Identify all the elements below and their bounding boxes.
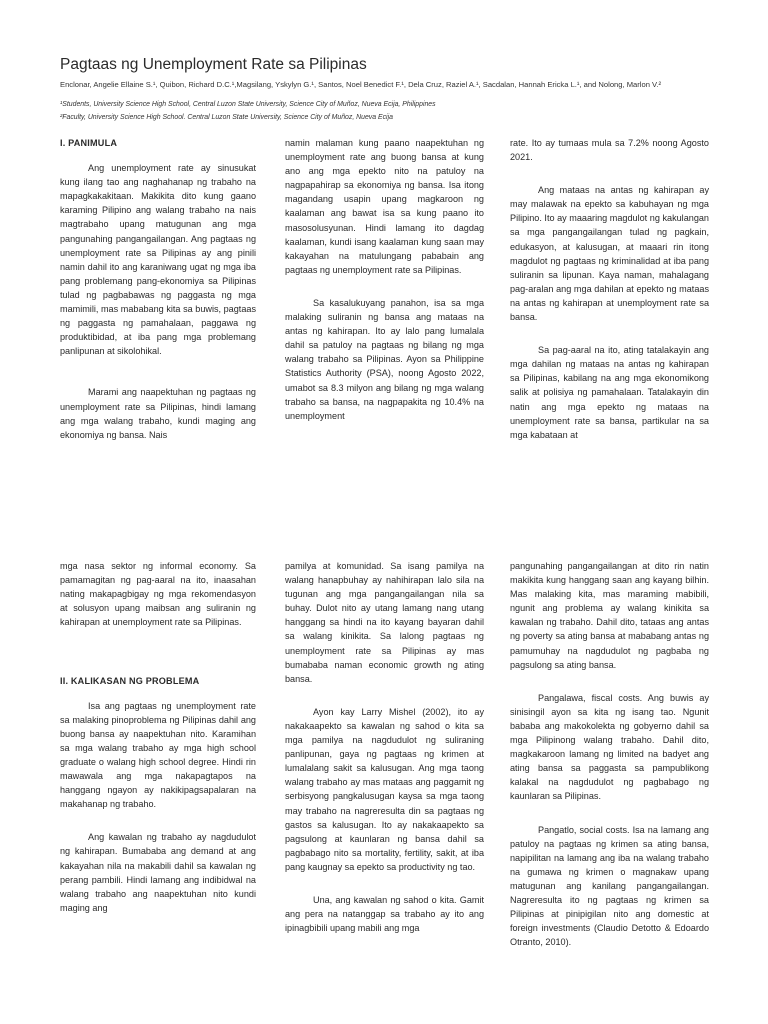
paragraph: namin malaman kung paano naapektuhan ng unemployment rate ang buong bansa at kung ano ang mga epekto nito na patuloy na nagpapahirap sa ekonomiya ng bansa. Isa itong magandang usapin upang magkaroon ng kaalaman ang bawat isa sa kung paano ito masosolusyunan. Hindi lamang ito dagdag kaalaman, kundi isang kaalaman kung saan may kakayahan na matulungang pababain ang pagtaas ng unemployment rate sa Pilipinas. bbox=[285, 138, 484, 275]
paragraph: Pangalawa, fiscal costs. Ang buwis ay sinisingil ayon sa kita ng isang tao. Ngunit bababa ang makokolekta ng gobyerno dahil sa mga Pilipinong walang trabaho. Dahil dito, magkakaroon lamang ng limited na badyet ang ating bansa sa paggasta sa pampublikong kalakal na nagdudulot ng pagbabago ng kaunlaran sa Pilipinas. bbox=[510, 692, 709, 802]
paragraph: rate. Ito ay tumaas mula sa 7.2% noong Agosto 2021. bbox=[510, 138, 709, 163]
bottom-column-2 bbox=[285, 559, 484, 954]
paragraph: Isa ang pagtaas ng unemployment rate sa malaking pinoproblema ng Pilipinas dahil ang buong bansa ay naapektuhan nito. Karamihan sa mga walang trabaho ay mga high school graduate o walang high school degree. Hindi rin mawawala ang mga nakapagtapos na hanggang ngayon ay nakikipagsapalaran na makahanap ng trabaho. bbox=[60, 700, 256, 810]
paragraph: Ang kawalan ng trabaho ay nagdudulot ng kahirapan. Bumababa ang demand at ang kakayahan nila na makabili dahil sa kawalan ng perang pambili. Hindi lamang ang indibidwal na walang trabaho ang naapektuhan nito kundi maging ang bbox=[60, 832, 256, 913]
author-list: Enclonar, Angelie Ellaine S.¹, Quibon, Richard D.C.¹,Magsilang, Yskylyn G.¹, Santos, Noel Benedict F.¹, Dela Cruz, Raziel A.¹, Sacdalan, Hannah Ericka L.¹, and Nolong, Marlon V.² bbox=[60, 80, 662, 89]
paper-title: Pagtaas ng Unemployment Rate sa Pilipinas bbox=[60, 56, 367, 73]
section-heading-kalikasan: II. KALIKASAN NG PROBLEMA bbox=[60, 676, 200, 687]
top-column-2 bbox=[285, 136, 484, 442]
affiliation-students: ¹Students, University Science High School, Central Luzon State University, Science City of Muñoz, Nueva Ecija, Philippines bbox=[60, 101, 436, 108]
paragraph: Marami ang naapektuhan ng pagtaas ng unemployment rate sa Pilipinas, hindi lamang ang mga walang trabaho, kundi maging ang ekonomiya ng bansa. Nais bbox=[60, 387, 256, 440]
paragraph: Sa pag-aaral na ito, ating tatalakayin ang mga dahilan ng mataas na antas ng kahirapan sa Pilipinas, kabilang na ang mga ekonomikong salik at polisiya ng pamahalaan. Tatalakayin din natin ang mga epekto ng mataas na unemployment rate sa bansa, partikular na sa mga kabataan at bbox=[510, 345, 709, 440]
affiliation-faculty: ²Faculty, University Science High School. Central Luzon State University, Science City of Muñoz, Nueva Ecija bbox=[60, 114, 393, 121]
top-column-3 bbox=[510, 136, 709, 461]
paragraph: Pangatlo, social costs. Isa na lamang ang patuloy na pagtaas ng krimen sa ating bansa, napipilitan na lamang ang iba na walang trabaho na gumawa ng krimen o magnakaw upang matugunan ang kanilang pangangailangan. Nagreresulta ito ng pagtaas ng krimen sa Pilipinas at pinipigilan nito ang domestic at foreign investments (Claudio Detotto & Edoardo Otranto, 2010). bbox=[510, 824, 709, 948]
section-heading-panimula: I. PANIMULA bbox=[60, 138, 118, 148]
paragraph: Ang unemployment rate ay sinusukat kung ilang tao ang naghahanap ng trabaho na mapagkakakitaan. Makikita dito kung gaano karaming Pilipino ang walang trabaho na nais magtrabaho upang matugunan ang mga pangunahing pangangailangan. Ang pagtaas ng unemployment rate sa Pilipinas ay ang pinili namin dahil ito ang karaniwang ugat ng mga iba pang problemang pang-ekonomiya sa Pilipinas tulad ng pagbabawas ng paggasta ng mga mamimili, mas mababang kita sa buwis, pagtaas ng paggasta ng pamahalaan, paggawa ng produktibidad, at iba pang mga problemang panlipunan at sikolohikal. bbox=[60, 163, 256, 357]
spacer bbox=[60, 648, 256, 674]
bottom-column-1 bbox=[60, 559, 256, 934]
paragraph: pangunahing pangangailangan at dito rin natin makikita kung hanggang saan ang kayang bilhin. Mas malaking kita, mas maraming mabibili, ngunit ang problema ay walang kinikita sa kawalan ng trabaho. Dahil dito, tataas ang antas ng poverty sa ating bansa at mababang antas ng pamumuhay na nagdudulot ng pagbaba ng pagsulong sa ating bansa. bbox=[510, 561, 709, 670]
paragraph: Una, ang kawalan ng sahod o kita. Gamit ang pera na natanggap sa trabaho ay ito ang ipinagbibili upang mabili ang mga bbox=[285, 894, 484, 934]
paragraph: mga nasa sektor ng informal economy. Sa pamamagitan ng pag-aaral na ito, inaasahan nating makapagbigay ng mga rekomendasyon at solusyon upang maibsan ang suliranin ng kahirapan at unemployment rate sa Pilipinas. bbox=[60, 561, 256, 628]
bottom-column-3 bbox=[510, 559, 709, 968]
paragraph: Ayon kay Larry Mishel (2002), ito ay nakakaapekto sa kawalan ng sahod o kita sa mga pamilya na nagdudulot ng suliraning panlipunan, gaya ng pagtaas ng krimen at lumalalang sakit sa kalusugan. Ang mga taong walang trabaho ay mas mataas ang paggamit ng serbisyong pangkalusugan kaysa sa mga taong may trabaho na nagreresulta din sa pagtaas ng gastos sa kalusugan. Ito ay nakakaapekto sa pagsulong at kaunlaran ng bansa dahil sa pagbabago nito sa mortality, fertility, sakit, at iba pang kaugnay sa epekto sa productivity ng tao. bbox=[285, 706, 484, 872]
paragraph: Sa kasalukuyang panahon, isa sa mga malaking suliranin ng bansa ang mataas na antas ng kahirapan. Ito ay lalo pang lumalala dahil sa patuloy na pagtaas ng bilang ng mga walang trabaho sa Pilipinas. Ayon sa Philippine Statistics Authority (PSA), noong Agosto 2022, umabot sa 8.3 milyon ang bilang ng mga walang trabaho sa bansa, na nagpapakita ng 10.4% na unemployment bbox=[285, 297, 484, 421]
top-column-1 bbox=[60, 136, 256, 461]
paragraph: pamilya at komunidad. Sa isang pamilya na walang hanapbuhay ay nahihirapan lalo sila na tugunan ang mga pangangailangan nila sa buhay. Dulot nito ay utang lamang nang utang hanggang sa hindi na ito kayang bayaran dahil sa walang kinikita. Sa lalong pagtaas ng unemployment rate sa Pilipinas ay mas bumababa naman economic growth ng ating bansa. bbox=[285, 561, 484, 684]
paragraph: Ang mataas na antas ng kahirapan ay may malawak na epekto sa kabuhayan ng mga Pilipino. Ito ay maaaring magdulot ng kakulangan sa mga pangangailangan tulad ng pagkain, edukasyon, at kalusugan, at maaari rin itong magdulot ng pagtaas ng kriminalidad at iba pang suliranin sa lipunan. Kaya naman, mahalagang pag-aralan ang mga dahilan at epekto ng mataas na antas ng kahirapan at unemployment rate sa bansa. bbox=[510, 185, 709, 323]
